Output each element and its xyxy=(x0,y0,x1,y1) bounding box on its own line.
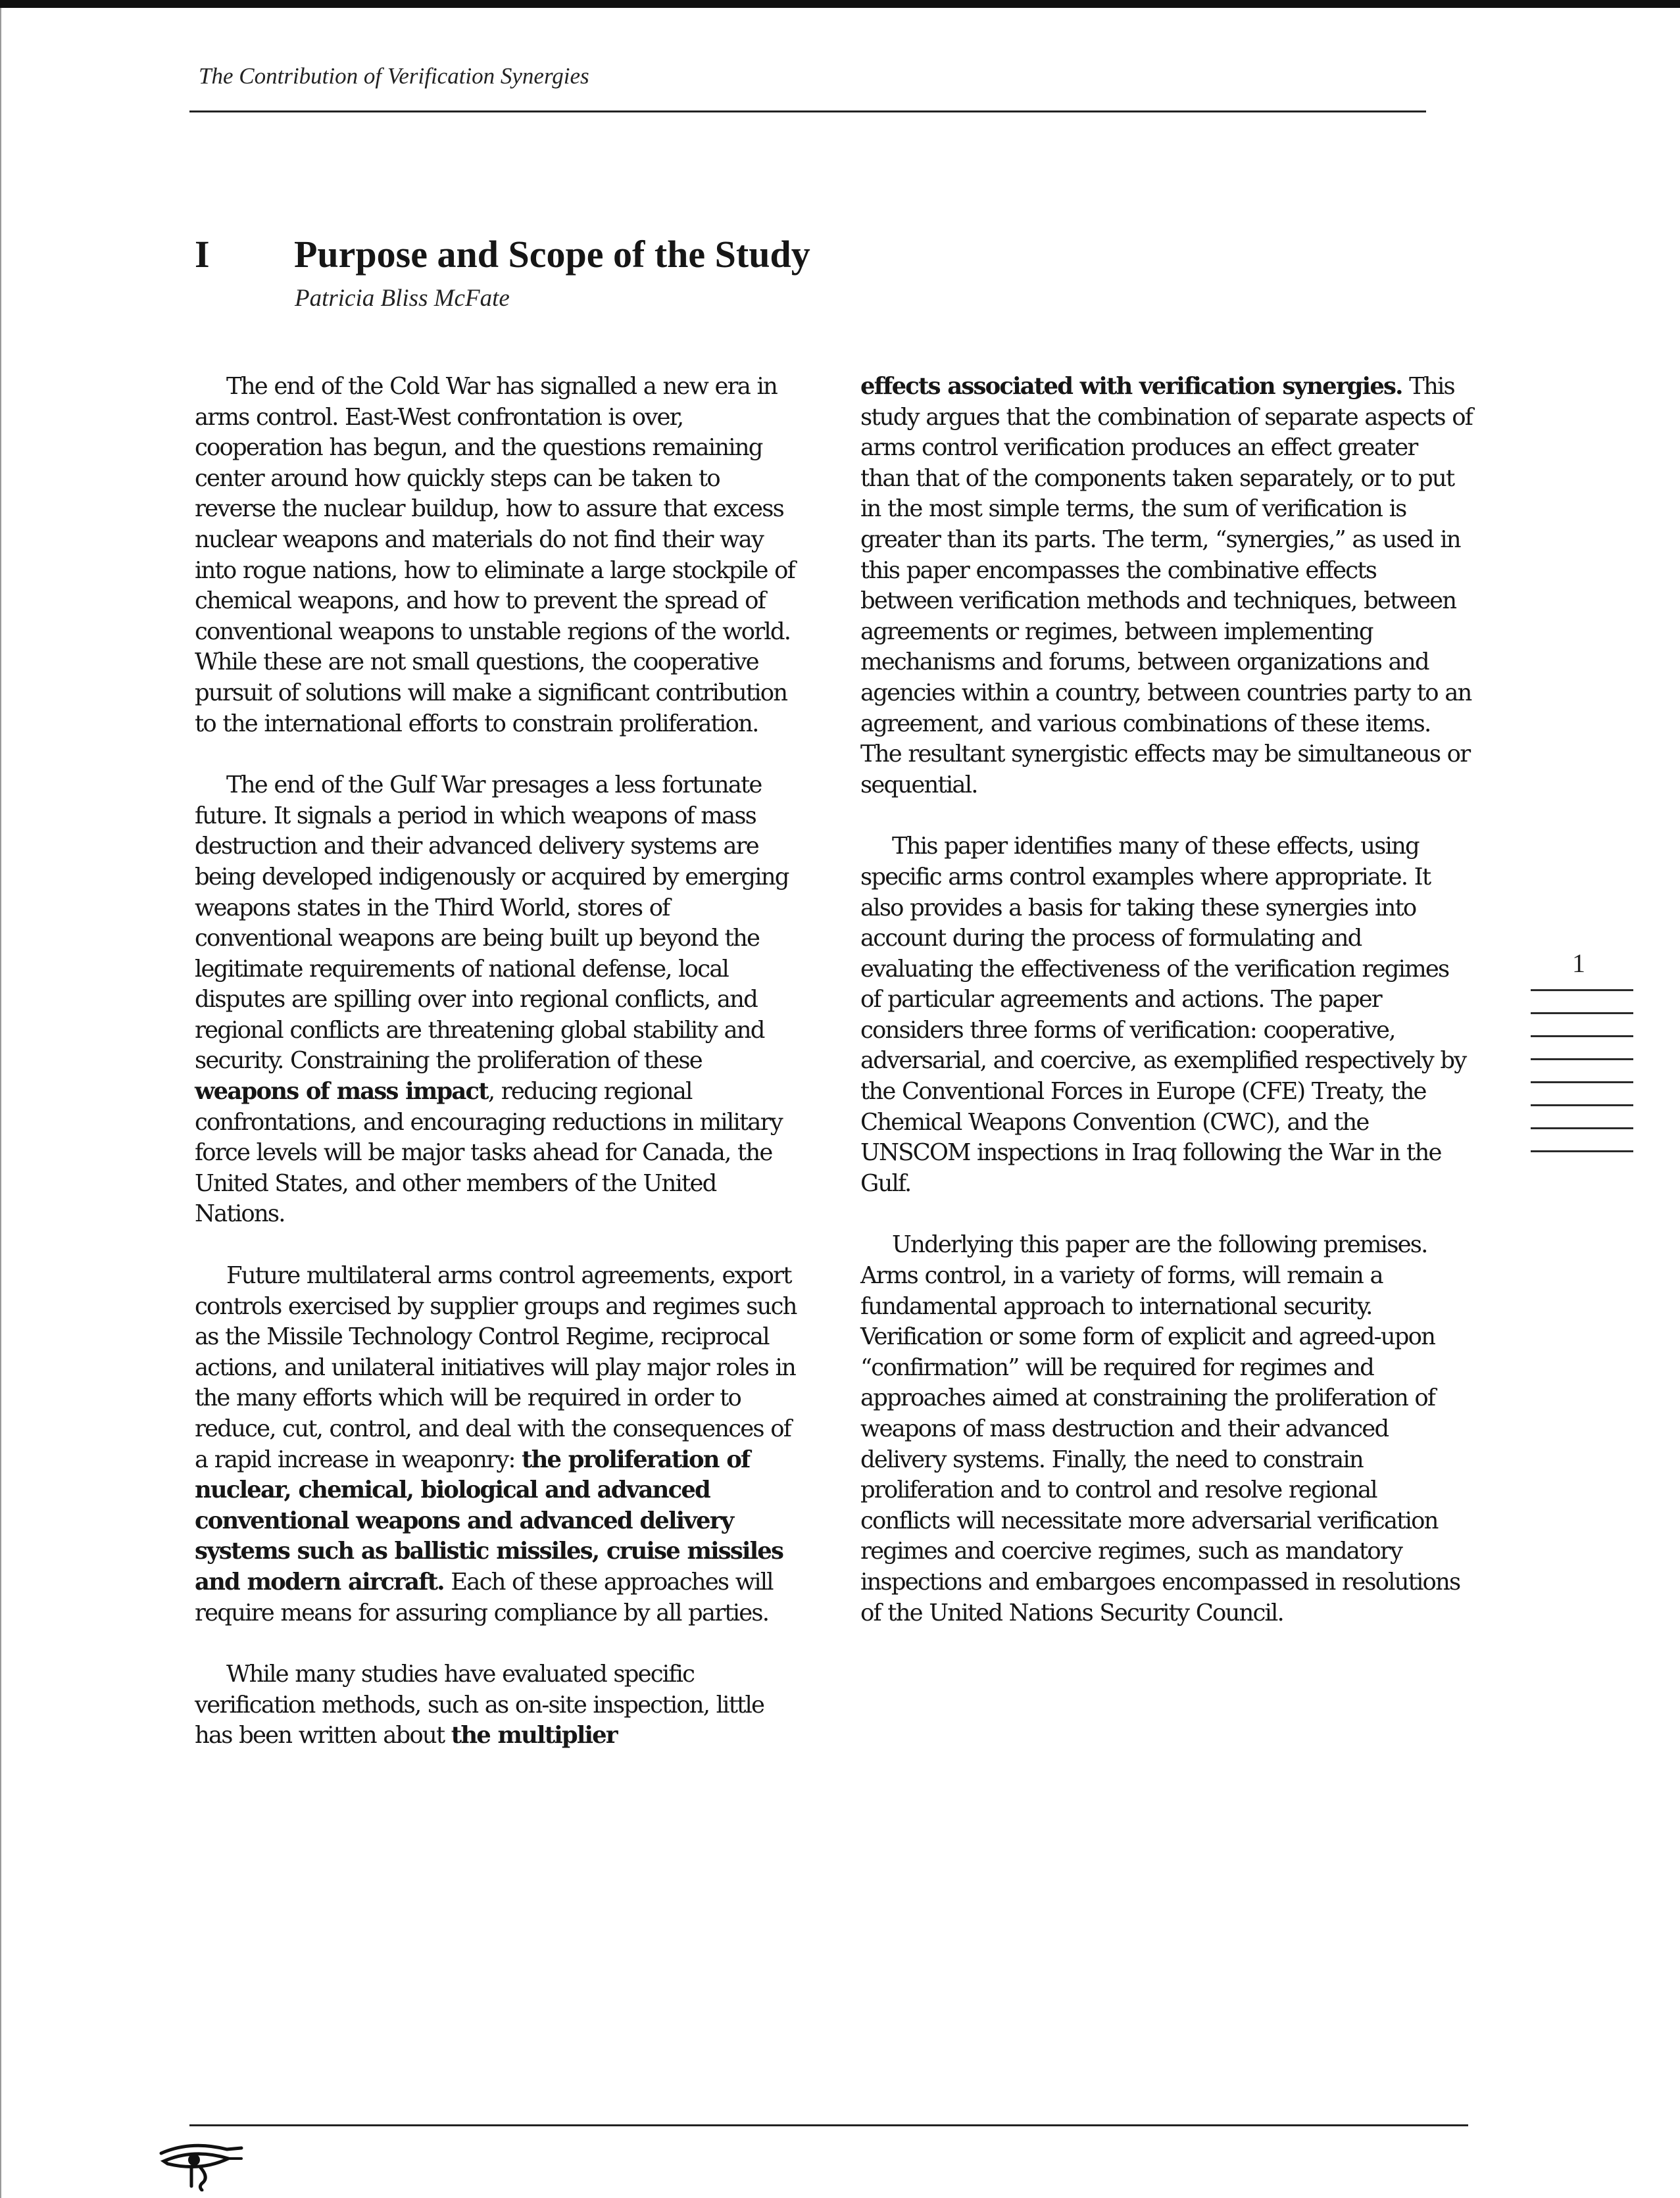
paragraph-text: The end of the Cold War has signalled a new era in arms control. East-West confrontation is over, cooperation has begun, and the questions remaining center around how quickly steps can be taken to reverse the nuclear buildup, how to assure that excess nuclear weapons and materials do not find their way into rogue nations, how to eliminate a large stockpile of chemical weapons, and how to prevent the spread of conventional weapons to unstable regions of the world. While these are not small questions, the cooperative pursuit of solutions will make a significant contribution to the international efforts to constrain proliferation. xyxy=(195,373,795,737)
paragraph xyxy=(860,372,1472,800)
paragraph-text: This study argues that the combination of separate aspects of arms control verification produces an effect greater than that of the components taken separately, or to put in the most simple terms, the sum of verification is greater than its parts. The term, “synergies,” as used in this paper encompasses the combinative effects between verification methods and techniques, between agreements or regimes, between implementing mechanisms and forums, between organizations and agencies within a country, between countries party to an agreement, and various combinations of these items. The resultant synergistic effects may be simultaneous or sequential. xyxy=(860,373,1473,798)
paragraph-text: , reducing regional confrontations, and encouraging reductions in military force levels will be major tasks ahead for Canada, the United States, and other members of the United Nations. xyxy=(195,1078,782,1228)
paragraph xyxy=(195,1659,806,1751)
eye-of-horus-icon xyxy=(155,2139,247,2191)
running-header: The Contribution of Verification Synergies xyxy=(199,63,589,89)
paragraph xyxy=(195,372,806,739)
paragraph xyxy=(860,1230,1472,1628)
paragraph-text: Each of these approaches will require means for assuring compliance by all parties. xyxy=(195,1568,773,1626)
paragraph xyxy=(195,1261,806,1628)
paragraph-text: This paper identifies many of these effects, using specific arms control examples where appropriate. It also provides a basis for taking these synergies into account during the process of formulating and evaluating the effectiveness of the verification regimes of particular agreements and actions. The paper considers three forms of verification: cooperative, adversarial, and coercive, as exemplified respectively by the Conventional Forces in Europe (CFE) Treaty, the Chemical Weapons Convention (CWC), and the UNSCOM inspections in Iraq following the War in the Gulf. xyxy=(860,833,1466,1197)
scan-left-edge xyxy=(0,8,8,2198)
paragraph-text: While many studies have evaluated specific verification methods, such as on-site inspection, little has been written about xyxy=(195,1661,764,1749)
left-column xyxy=(195,372,806,1782)
paragraph xyxy=(195,770,806,1230)
page-number: 1 xyxy=(1572,948,1585,978)
emphasis-text: the multiplier xyxy=(451,1722,617,1749)
emphasis-text: effects associated with verification synergies. xyxy=(860,373,1402,400)
paragraph xyxy=(860,831,1472,1199)
right-column xyxy=(860,372,1472,1659)
scan-top-border xyxy=(0,0,1680,8)
section-title: Purpose and Scope of the Study xyxy=(294,233,810,276)
emphasis-text: the proliferation of nuclear, chemical, biological and advanced conventional weapons and advanced delivery systems such as ballistic missiles, cruise missiles and modern aircraft. xyxy=(195,1446,783,1596)
margin-rules-decoration xyxy=(1531,989,1633,1173)
paragraph-text: Underlying this paper are the following premises. Arms control, in a variety of forms, will remain a fundamental approach to international security. Verification or some form of explicit and agreed-upon “confirmation” will be required for regimes and approaches aimed at constraining the proliferation of weapons of mass destruction and their advanced delivery systems. Finally, the need to constrain proliferation and to control and resolve regional conflicts will necessitate more adversarial verification regimes and coercive regimes, such as mandatory inspections and embargoes encompassed in resolutions of the United Nations Security Council. xyxy=(860,1231,1460,1626)
emphasis-text: weapons of mass impact xyxy=(195,1078,488,1106)
header-rule xyxy=(189,110,1426,112)
paragraph-text: Future multilateral arms control agreements, export controls exercised by supplier groups and regimes such as the Missile Technology Control Regime, reciprocal actions, and unilateral initiatives will play major roles in the many efforts which will be required in order to reduce, cut, control, and deal with the consequences of a rapid increase in weaponry: xyxy=(195,1262,797,1473)
author-name: Patricia Bliss McFate xyxy=(295,285,510,312)
paragraph-text: The end of the Gulf War presages a less fortunate future. It signals a period in which weapons of mass destruction and their advanced delivery systems are being developed indigenously or acquired by emerging weapons states in the Third World, stores of conventional weapons are being built up beyond the legitimate requirements of national defense, local disputes are spilling over into regional conflicts, and regional conflicts are threatening global stability and security. Constraining the proliferation of these xyxy=(195,771,789,1075)
section-number: I xyxy=(195,233,210,276)
footer-rule xyxy=(189,2124,1468,2126)
